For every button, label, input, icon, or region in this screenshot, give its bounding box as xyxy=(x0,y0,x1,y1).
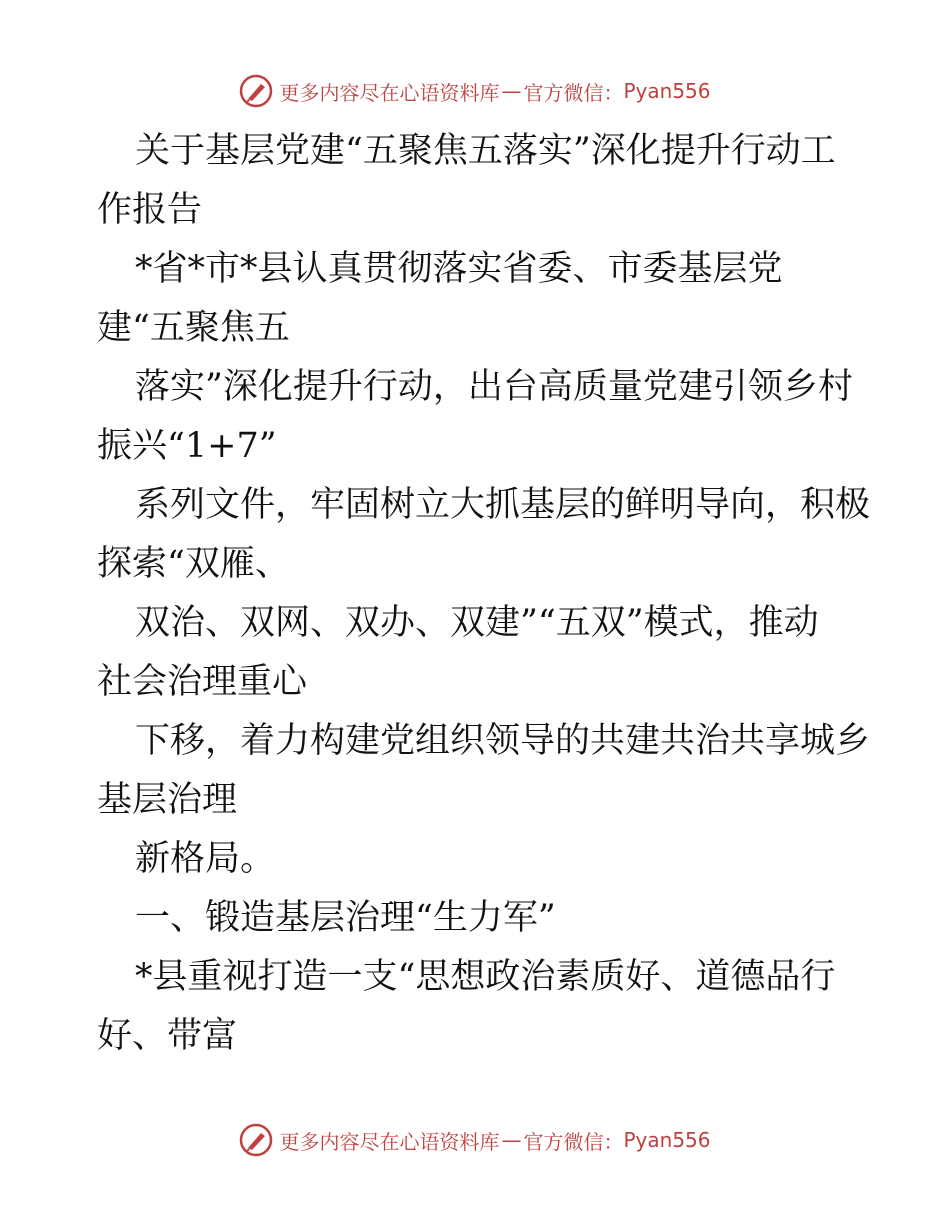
document-line: 作报告 xyxy=(97,190,203,230)
document-line: 好、带富 xyxy=(97,1016,238,1056)
pen-logo-icon xyxy=(239,1123,273,1157)
banner-separator: — xyxy=(501,79,522,103)
document-line: 建“五聚焦五 xyxy=(97,308,290,348)
document-line: 双治、双网、双办、双建”“五双”模式，推动 xyxy=(135,603,819,643)
document-line: 落实”深化提升行动，出台高质量党建引领乡村 xyxy=(135,367,853,407)
banner-wechat-id: Pyan556 xyxy=(623,1128,711,1152)
pen-logo-icon xyxy=(239,74,273,108)
document-line: 系列文件，牢固树立大抓基层的鲜明导向，积极 xyxy=(135,485,871,525)
banner-wechat-label: 官方微信： xyxy=(523,1129,624,1154)
document-line: 新格局。 xyxy=(135,839,276,879)
document-line: 一、锻造基层治理“生力军” xyxy=(135,898,556,938)
document-line: *县重视打造一支“思想政治素质好、道德品行 xyxy=(135,957,836,997)
document-line: 下移，着力构建党组织领导的共建共治共享城乡 xyxy=(135,721,871,761)
banner-site-text: 更多内容尽在心语资料库 xyxy=(279,80,500,105)
document-line: *省*市*县认真贯彻落实省委、市委基层党 xyxy=(135,249,783,289)
document-line: 基层治理 xyxy=(97,780,238,820)
banner-wechat-id: Pyan556 xyxy=(623,79,711,103)
document-line: 探索“双雁、 xyxy=(97,544,290,584)
header-banner xyxy=(0,71,950,111)
banner-wechat-label: 官方微信： xyxy=(523,80,624,105)
footer-banner xyxy=(0,1120,950,1160)
document-line: 振兴“1+7” xyxy=(97,426,277,466)
banner-separator: — xyxy=(501,1128,522,1152)
document-body xyxy=(97,122,871,1066)
banner-site-text: 更多内容尽在心语资料库 xyxy=(279,1129,500,1154)
document-line: 关于基层党建“五聚焦五落实”深化提升行动工 xyxy=(135,131,836,171)
document-line: 社会治理重心 xyxy=(97,662,308,702)
